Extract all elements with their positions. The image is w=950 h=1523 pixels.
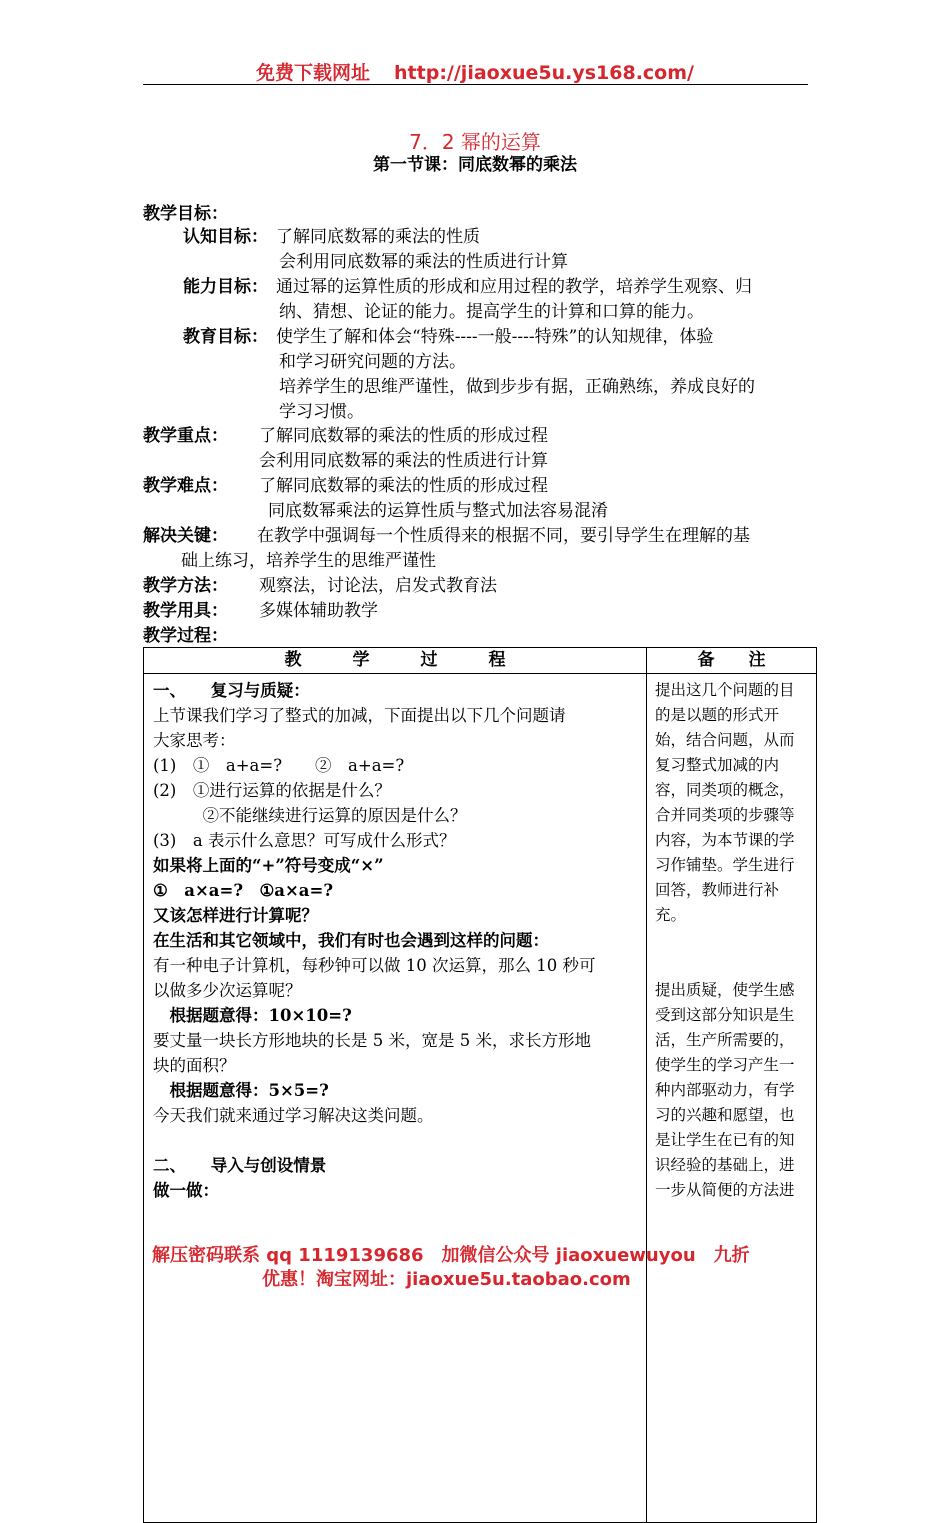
process-line: ① a×a=? ①a×a=? xyxy=(153,881,333,900)
note-line: 的是以题的形式开 xyxy=(655,706,780,724)
cognitive-text-1: 了解同底数幂的乘法的性质 xyxy=(276,227,480,247)
education-text-4: 学习习惯。 xyxy=(279,402,364,422)
header-divider xyxy=(143,84,808,85)
difficulties-label: 教学难点： xyxy=(143,476,228,496)
difficulties-line-1: 了解同底数幂的乘法的性质的形成过程 xyxy=(259,476,548,496)
key-solution-line-2: 础上练习，培养学生的思维严谨性 xyxy=(181,551,436,571)
note-line: 种内部驱动力，有学 xyxy=(655,1081,795,1099)
education-label: 教育目标： xyxy=(183,327,268,347)
process-line: 今天我们就来通过学习解决这类问题。 xyxy=(153,1106,434,1125)
note-line: 习的兴趣和愿望，也 xyxy=(655,1106,795,1124)
note-line: 习作铺垫。学生进行 xyxy=(655,856,795,874)
note-line: 复习整式加减的内 xyxy=(655,756,780,774)
cognitive-text-2: 会利用同底数幂的乘法的性质进行计算 xyxy=(279,252,568,272)
header-label: 免费下载网址 xyxy=(256,62,371,84)
process-line: 以做多少次运算呢？ xyxy=(153,981,302,1000)
process-line: 二、 导入与创设情景 xyxy=(153,1156,327,1175)
note-line: 提出这几个问题的目 xyxy=(655,681,795,699)
note-line: 一步从简便的方法进 xyxy=(655,1181,795,1199)
header-url-link[interactable]: http://jiaoxue5u.ys168.com/ xyxy=(394,62,694,84)
process-line: 上节课我们学习了整式的加减，下面提出以下几个问题请 xyxy=(153,706,566,725)
method-label: 教学方法： xyxy=(143,576,228,596)
key-solution-label: 解决关键： xyxy=(143,526,228,546)
education-text-3: 培养学生的思维严谨性，做到步步有据，正确熟练，养成良好的 xyxy=(279,377,755,397)
process-line: 块的面积？ xyxy=(153,1056,236,1075)
page-title: 7．2 幂的运算 xyxy=(409,130,541,154)
note-line: 是让学生在已有的知 xyxy=(655,1131,795,1149)
col-process-header: 教 学 过 程 xyxy=(144,648,647,674)
note-line: 受到这部分知识是生 xyxy=(655,1006,795,1024)
process-line: 有一种电子计算机，每秒钟可以做 10 次运算，那么 10 秒可 xyxy=(153,956,596,975)
process-label: 教学过程： xyxy=(143,626,228,646)
process-cell xyxy=(144,674,647,1523)
note-line: 识经验的基础上，进 xyxy=(655,1156,795,1174)
process-line: 又该怎样进行计算呢？ xyxy=(153,906,318,925)
education-text-1: 使学生了解和体会“特殊----一般----特殊”的认知规律，体验 xyxy=(276,327,714,347)
process-line: 做一做： xyxy=(153,1181,219,1200)
process-line: 根据题意得：10×10=? xyxy=(153,1006,352,1025)
note-line: 回答，教师进行补 xyxy=(655,881,780,899)
note-line: 合并同类项的步骤等 xyxy=(655,806,795,824)
process-line: 大家思考： xyxy=(153,731,236,750)
note-line: 始，结合问题，从而 xyxy=(655,731,795,749)
process-line: (3) a 表示什么意思？可写成什么形式？ xyxy=(153,831,456,850)
note-line: 活，生产所需要的， xyxy=(655,1031,795,1049)
objectives-heading: 教学目标： xyxy=(143,204,228,224)
footer-shop-link[interactable]: 优惠！淘宝网址：jiaoxue5u.taobao.com xyxy=(262,1269,631,1290)
process-line: 根据题意得：5×5=? xyxy=(153,1081,329,1100)
process-line: 要丈量一块长方形地块的长是 5 米，宽是 5 米，求长方形地 xyxy=(153,1031,591,1050)
cognitive-label: 认知目标： xyxy=(183,227,268,247)
process-line: 在生活和其它领域中，我们有时也会遇到这样的问题： xyxy=(153,931,549,950)
process-line: (1) ① a+a=? ② a+a=? xyxy=(153,756,405,775)
page-header xyxy=(0,58,950,85)
note-line: 使学生的学习产生一 xyxy=(655,1056,795,1074)
col-notes-header: 备 注 xyxy=(647,648,817,674)
process-line: 一、 复习与质疑： xyxy=(153,681,310,700)
note-line: 充。 xyxy=(655,906,687,924)
key-points-line-2: 会利用同底数幂的乘法的性质进行计算 xyxy=(259,451,548,471)
page-subtitle: 第一节课：同底数幂的乘法 xyxy=(373,155,577,175)
tools-value: 多媒体辅助教学 xyxy=(259,601,378,621)
process-line: 如果将上面的“+”符号变成“×” xyxy=(153,856,384,875)
process-table xyxy=(143,647,817,1523)
notes-cell xyxy=(647,674,817,1523)
ability-text-2: 纳、猜想、论证的能力。提高学生的计算和口算的能力。 xyxy=(279,302,704,322)
process-line: (2) ①进行运算的依据是什么？ xyxy=(153,781,391,800)
table-body-row xyxy=(144,674,817,1523)
ability-text-1: 通过幂的运算性质的形成和应用过程的教学，培养学生观察、归 xyxy=(276,277,752,297)
education-text-2: 和学习研究问题的方法。 xyxy=(279,352,466,372)
table-header-row xyxy=(144,648,817,674)
note-line: 内容，为本节课的学 xyxy=(655,831,795,849)
key-solution-line-1: 在教学中强调每一个性质得来的根据不同，要引导学生在理解的基 xyxy=(257,526,750,546)
note-line: 提出质疑，使学生感 xyxy=(655,981,795,999)
key-points-label: 教学重点： xyxy=(143,426,228,446)
tools-label: 教学用具： xyxy=(143,601,228,621)
note-line: 容，同类项的概念， xyxy=(655,781,795,799)
method-value: 观察法，讨论法，启发式教育法 xyxy=(259,576,497,596)
key-points-line-1: 了解同底数幂的乘法的性质的形成过程 xyxy=(259,426,548,446)
difficulties-line-2: 同底数幂乘法的运算性质与整式加法容易混淆 xyxy=(268,501,608,521)
footer-contact: 解压密码联系 qq 1119139686 加微信公众号 jiaoxuewuyou 九折 xyxy=(152,1245,750,1266)
process-line: ②不能继续进行运算的原因是什么？ xyxy=(153,806,467,825)
ability-label: 能力目标： xyxy=(183,277,268,297)
